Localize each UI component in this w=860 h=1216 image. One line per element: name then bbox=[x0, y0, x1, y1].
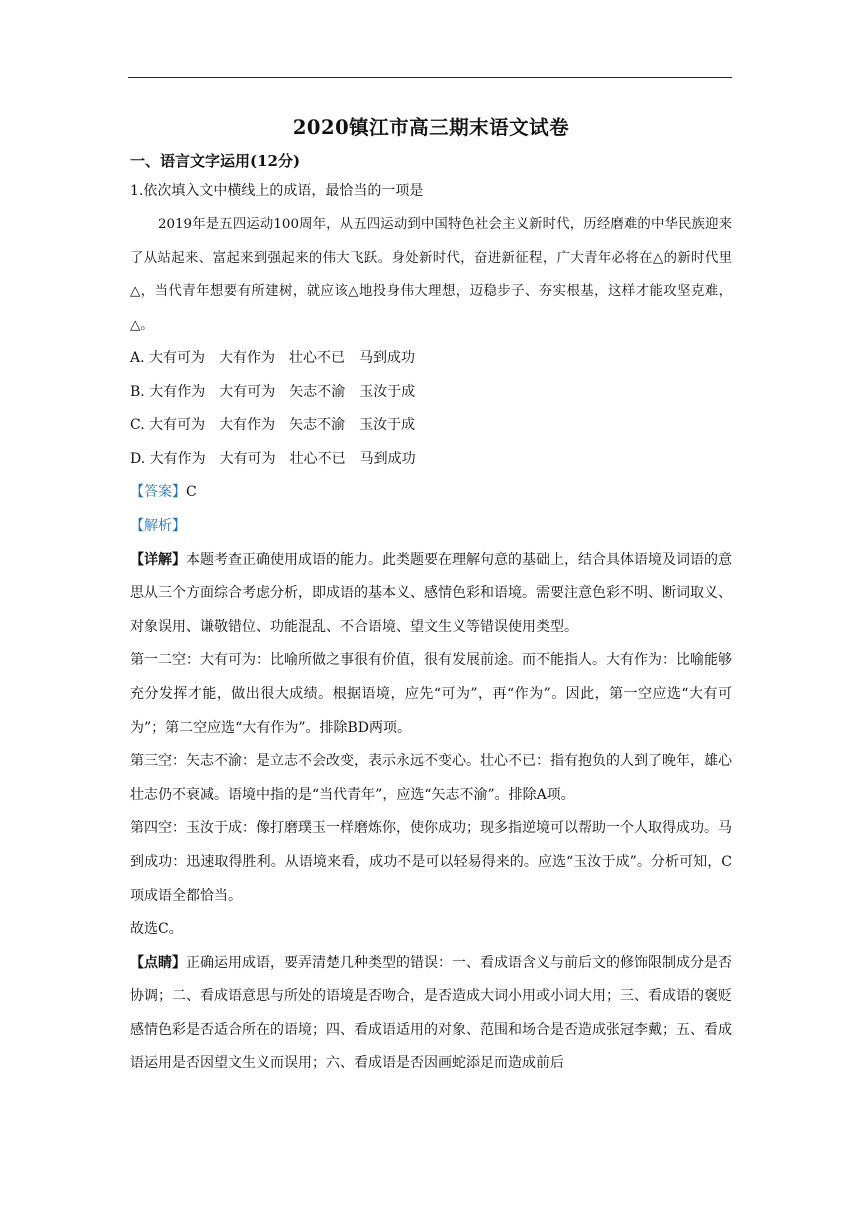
blank-3-paragraph: 第三空：矢志不渝：是立志不会改变，表示永远不变心。壮心不已：指有抱负的人到了晚年，雄心壮志仍不衰减。语境中指的是“当代青年”，应选“矢志不渝”。排除A项。 bbox=[130, 753, 732, 803]
document-body bbox=[130, 112, 732, 1081]
header-rule bbox=[128, 77, 732, 78]
detail-paragraph bbox=[130, 544, 732, 645]
section-heading: 一、语言文字运用(12分) bbox=[130, 152, 301, 170]
conclusion-line: 故选C。 bbox=[130, 921, 183, 938]
question-passage: 2019年是五四运动100周年，从五四运动到中国特色社会主义新时代，历经磨难的中华民族迎来了从站起来、富起来到强起来的伟大飞跃。身处新时代，奋进新征程，广大青年必将在△的新时代里△，当代青年想要有所建树，就应该△地投身伟大理想，迈稳步子、夯实根基，这样才能攻坚克难，△。 bbox=[130, 217, 732, 333]
option-c: C. 大有可为 大有作为 矢志不渝 玉汝于成 bbox=[130, 417, 416, 434]
answer-value: C bbox=[186, 484, 197, 501]
answer-line bbox=[130, 476, 732, 510]
option-b: B. 大有作为 大有可为 矢志不渝 玉汝于成 bbox=[130, 383, 416, 400]
tip-label: 【点睛】 bbox=[130, 954, 186, 971]
option-a: A. 大有可为 大有作为 壮心不已 马到成功 bbox=[130, 350, 416, 366]
blank-1-2-paragraph: 第一二空：大有可为：比喻所做之事很有价值，很有发展前途。而不能指人。大有作为：比喻能够充分发挥才能，做出很大成绩。根据语境，应先“可为”，再“作为”。因此，第一空应选“大有可为”；第二空应选“大有作为”。排除BD两项。 bbox=[130, 652, 732, 736]
answer-label: 【答案】 bbox=[130, 484, 186, 501]
analysis-line bbox=[130, 510, 732, 544]
detail-text: 本题考查正确使用成语的能力。此类题要在理解句意的基础上，结合具体语境及词语的意思从三个方面综合考虑分析，即成语的基本义、感情色彩和语境。需要注意色彩不明、断词取义、对象误用、谦敬错位、功能混乱、不合语境、望文生义等错误使用类型。 bbox=[130, 551, 732, 635]
page-title: 2020镇江市高三期末语文试卷 bbox=[292, 116, 570, 139]
question-stem: 1.依次填入文中横线上的成语，最恰当的一项是 bbox=[130, 183, 424, 199]
option-d: D. 大有作为 大有可为 壮心不已 马到成功 bbox=[130, 450, 416, 467]
analysis-label: 【解析】 bbox=[130, 517, 186, 534]
blank-4-paragraph: 第四空：玉汝于成：像打磨璞玉一样磨炼你，使你成功；现多指逆境可以帮助一个人取得成功。马到成功：迅速取得胜利。从语境来看，成功不是可以轻易得来的。应选“玉汝于成”。分析可知，C项成语全都恰当。 bbox=[130, 820, 732, 904]
tip-paragraph bbox=[130, 947, 732, 1081]
detail-label: 【详解】 bbox=[130, 551, 186, 568]
tip-text: 正确运用成语，要弄清楚几种类型的错误：一、看成语含义与前后文的修饰限制成分是否协调；二、看成语意思与所处的语境是否吻合，是否造成大词小用或小词大用；三、看成语的褒贬感情色彩是否适合所在的语境；四、看成语适用的对象、范围和场合是否造成张冠李戴；五、看成语运用是否因望文生义而误用；六、看成语是否因画蛇添足而造成前后 bbox=[130, 954, 732, 1072]
